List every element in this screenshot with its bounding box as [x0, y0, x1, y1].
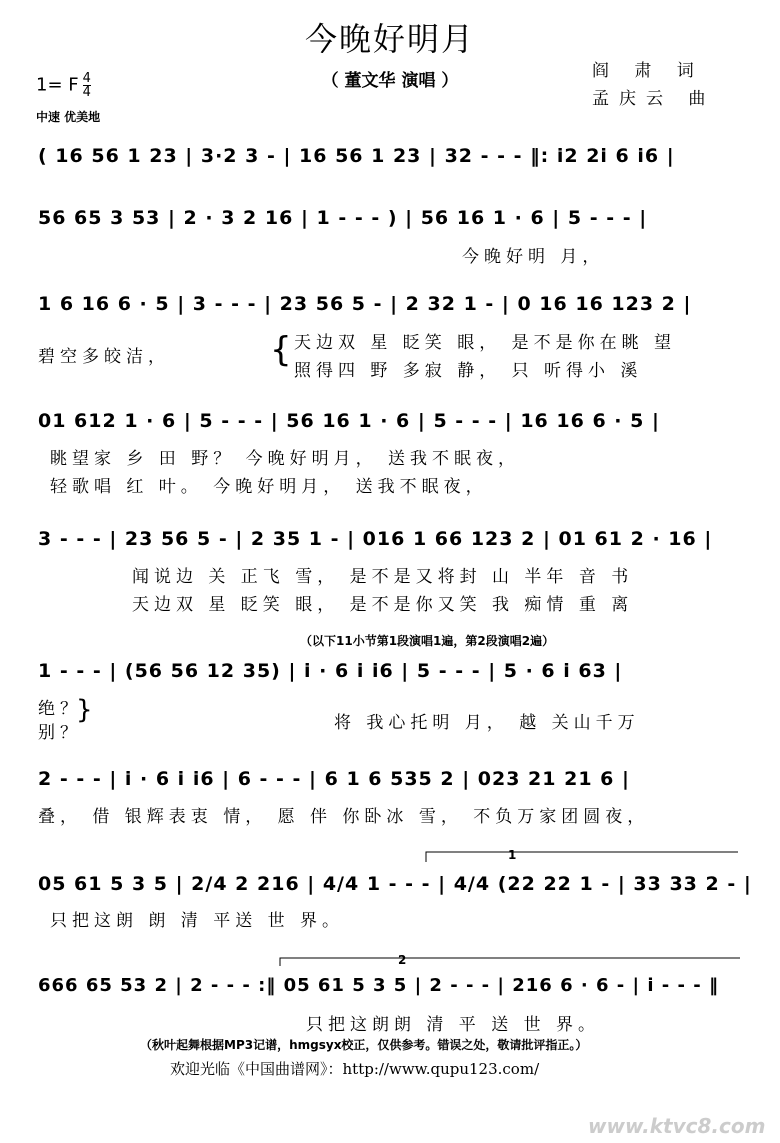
system-5-lyric-1: 闻说边 关 正飞 雪， 是不是又将封 山 半年 音 书 — [132, 567, 634, 587]
system-4-notes: 01 612 1 · 6 | 5 - - - | 56 16 1 · 6 | 5 - - - | 16 16 6 · 5 | — [38, 410, 660, 432]
performer-credit: （ 董文华 演唱 ） — [321, 71, 459, 91]
system-5-notes: 3 - - - | 23 56 5 - | 2 35 1 - | 016 1 66 123 2 | 01 61 2 · 16 | — [38, 528, 713, 550]
system-1-notes: ( 16 56 1 23 | 3·2 3 - | 16 56 1 23 | 32 - - - ‖: i2 2i 6 i6 | — [38, 145, 675, 167]
tempo-marking: 中速 优美地 — [36, 110, 101, 124]
repeat-instruction: （以下11小节第1段演唱1遍，第2段演唱2遍） — [300, 634, 555, 648]
system-3-notes: 1 6 16 6 · 5 | 3 - - - | 23 56 5 - | 2 32 1 - | 0 16 16 123 2 | — [38, 293, 692, 315]
volta-2-label: 2 — [398, 953, 407, 967]
system-6-notes: 1 - - - | (56 56 12 35) | i · 6 i i6 | 5 - - - | 5 · 6 i 63 | — [38, 660, 623, 682]
system-7-lyric-1: 叠， 借 银辉表衷 情， 愿 伴 你卧冰 雪， 不负万家团圆夜， — [38, 807, 650, 827]
system-5-lyric-2: 天边双 星 眨笑 眼， 是不是你又笑 我 痴情 重 离 — [132, 595, 634, 615]
system-9-lyric-1: 只把这朗朗 清 平 送 世 界。 — [306, 1015, 601, 1035]
verse-brace-icon: { — [270, 330, 292, 370]
transcription-note: （秋叶起舞根据MP3记谱，hmgsyx校正，仅供参考。错误之处，敬请批评指正。） — [140, 1038, 588, 1052]
volta-1-label: 1 — [508, 848, 517, 862]
system-6-lyric-2: 别？ — [38, 723, 82, 743]
verse-close-brace-icon: } — [76, 695, 93, 725]
watermark-logo: www.ktvc8.com — [588, 1114, 766, 1138]
system-9-notes: 666 65 53 2 | 2 - - - :‖ 05 61 5 3 5 | 2 - - - | 216 6 · 6 - | i - - - ‖ — [38, 975, 720, 996]
system-3-lyric-3: 照得四 野 多寂 静， 只 听得小 溪 — [294, 361, 643, 381]
song-title: 今晚好明月 — [304, 20, 475, 58]
site-welcome: 欢迎光临《中国曲谱网》：http://www.qupu123.com/ — [170, 1060, 540, 1078]
system-2-notes: 56 65 3 53 | 2 · 3 2 16 | 1 - - - ) | 56 16 1 · 6 | 5 - - - | — [38, 207, 648, 229]
system-2-lyric-1: 今晚好明 月， — [462, 247, 605, 267]
lyricist-credit: 阎 肃 词 — [592, 61, 704, 81]
system-7-notes: 2 - - - | i · 6 i i6 | 6 - - - | 6 1 6 535 2 | 023 21 21 6 | — [38, 768, 630, 790]
system-8-lyric-1: 只把这朗 朗 清 平送 世 界。 — [50, 911, 345, 931]
system-6-lyric-1: 绝？ — [38, 699, 82, 719]
system-8-notes: 05 61 5 3 5 | 2/4 2 216 | 4/4 1 - - - | 4/4 (22 22 1 - | 33 33 2 - | — [38, 873, 752, 895]
system-3-lyric-2: 天边双 星 眨笑 眼， 是不是你在眺 望 — [294, 333, 677, 353]
system-3-lyric-1: 碧空多皎洁， — [38, 347, 170, 367]
time-signature: $\frac{4}{4}$ — [82, 71, 91, 100]
system-6-lyric-3: 将 我心托明 月， 越 关山千万 — [334, 713, 640, 733]
composer-credit: 孟庆云 曲 — [592, 89, 716, 109]
system-4-lyric-1: 眺望家 乡 田 野？ 今晚好明月， 送我不眠夜， — [50, 449, 521, 469]
system-4-lyric-2: 轻歌唱 红 叶。 今晚好明月， 送我不眠夜， — [50, 477, 488, 497]
key-label: 1= F — [36, 74, 79, 96]
volta-2-bracket — [280, 958, 740, 966]
volta-1-bracket — [426, 852, 738, 862]
